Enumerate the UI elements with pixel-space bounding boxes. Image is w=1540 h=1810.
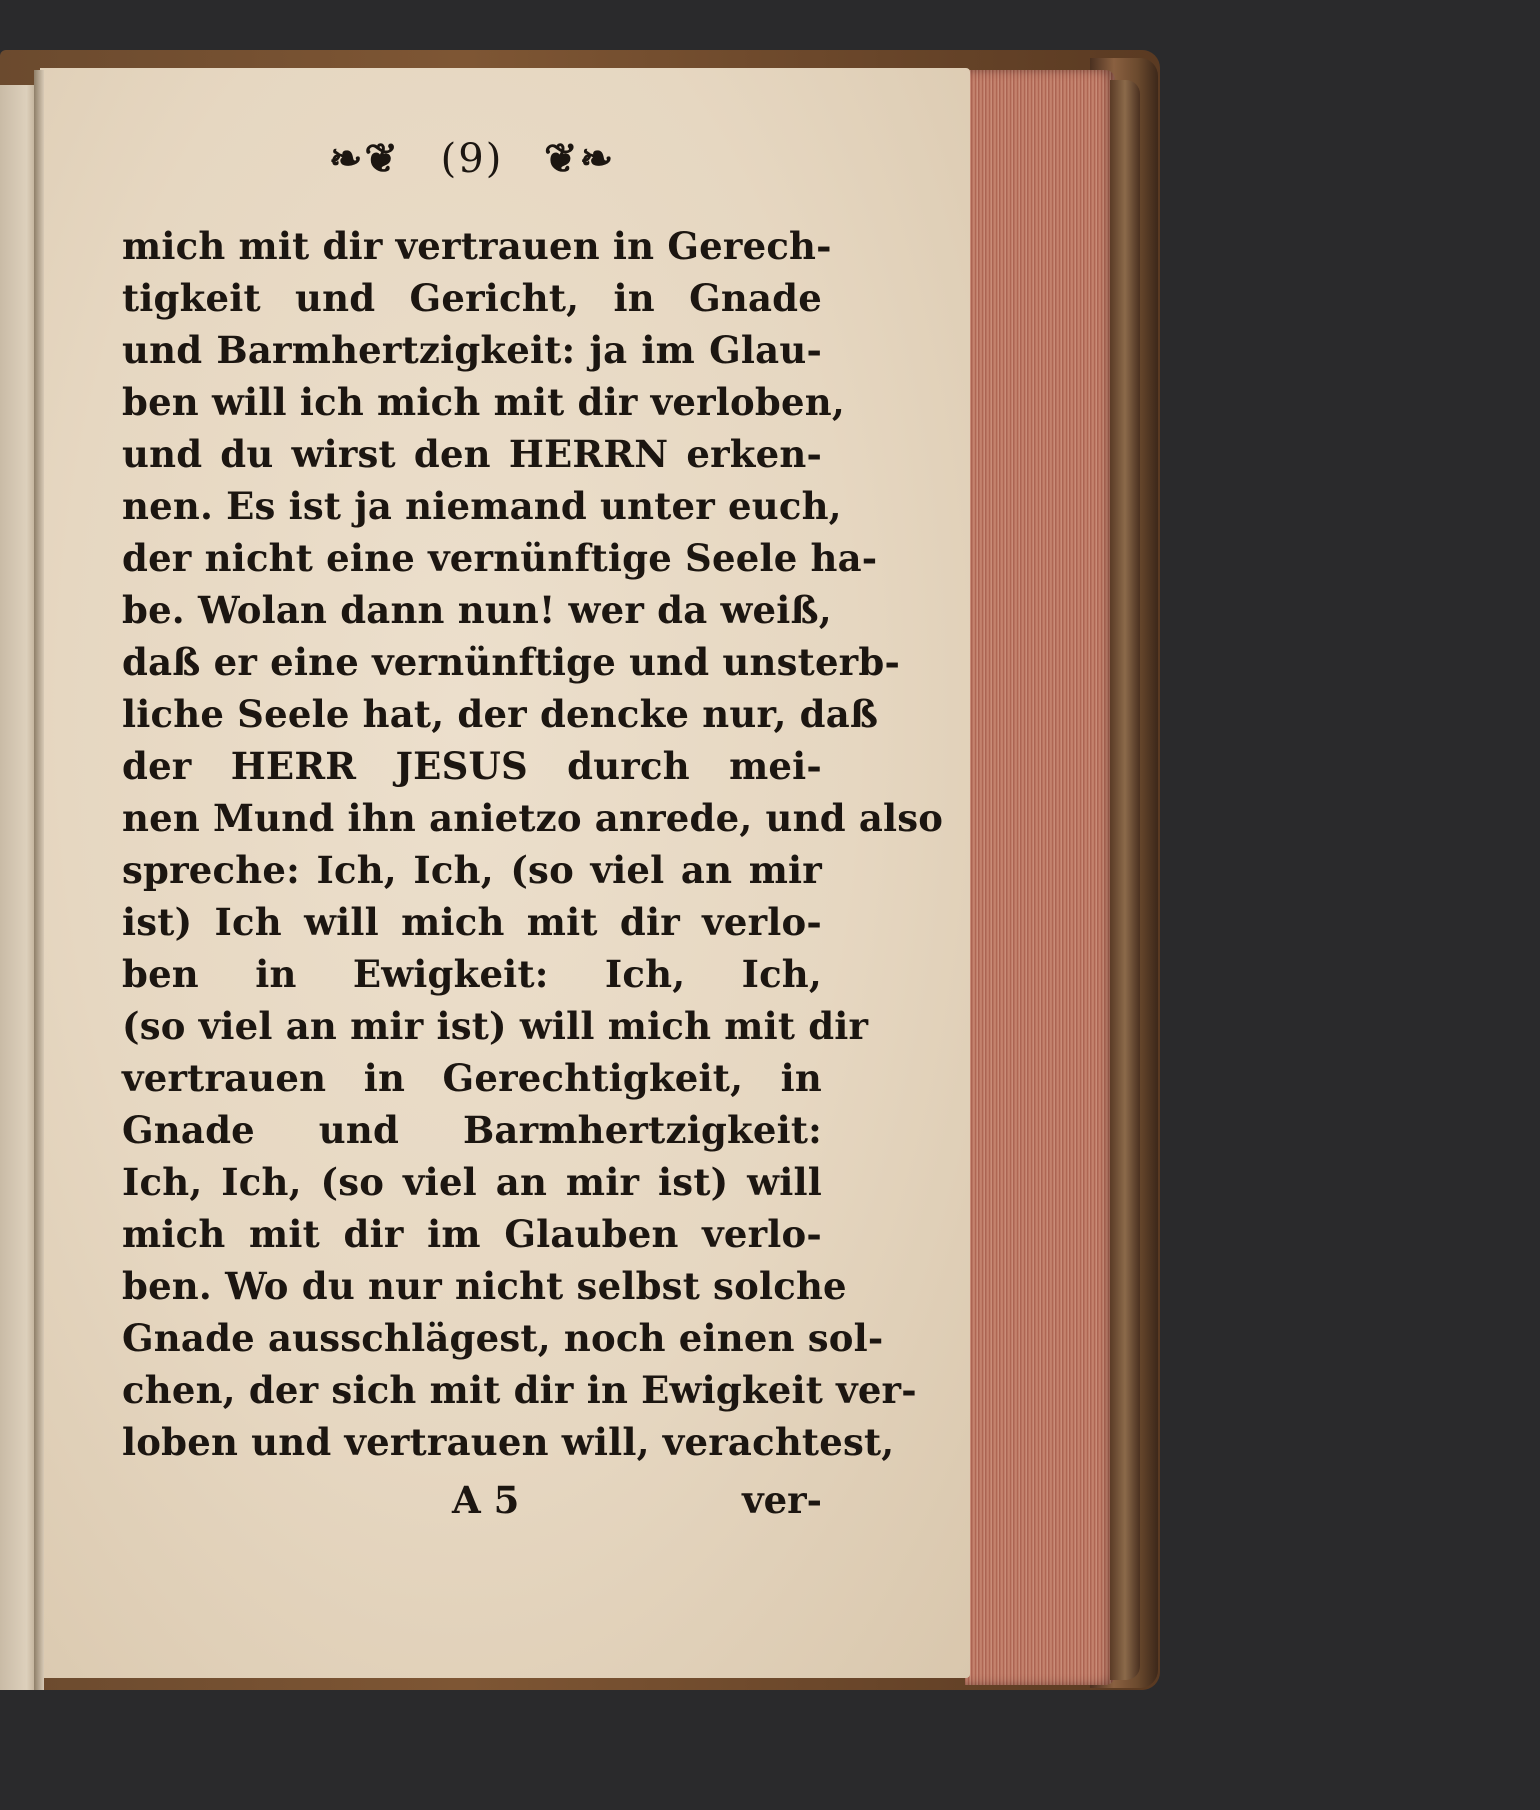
text-line: und du wirst den HERRN erken- — [122, 432, 822, 476]
gutter — [34, 70, 44, 1690]
signature-mark: A 5 — [452, 1478, 520, 1522]
text-line: Gnade ausschlägest, noch einen sol- — [122, 1316, 884, 1360]
page-edges — [965, 70, 1115, 1685]
catchword: ver- — [742, 1478, 822, 1522]
text-line: mich mit dir im Glauben verlo- — [122, 1212, 822, 1256]
page-footer — [122, 1474, 822, 1526]
text-line: nen. Es ist ja niemand unter euch, — [122, 484, 842, 528]
text-line: nen Mund ihn anietzo anrede, und also — [122, 796, 944, 840]
text-line: chen, der sich mit dir in Ewigkeit ver- — [122, 1368, 917, 1412]
text-line: spreche: Ich, Ich, (so viel an mir — [122, 848, 822, 892]
text-line: ben in Ewigkeit: Ich, Ich, — [122, 952, 822, 996]
cover-fore-edge — [1110, 80, 1140, 1680]
text-line: tigkeit und Gericht, in Gnade — [122, 276, 822, 320]
text-line: der HERR JESUS durch mei- — [122, 744, 822, 788]
page-header — [122, 128, 822, 184]
text-line: vertrauen in Gerechtigkeit, in — [122, 1056, 822, 1100]
text-line: ist) Ich will mich mit dir verlo- — [122, 900, 822, 944]
text-line: und Barmhertzigkeit: ja im Glau- — [122, 328, 822, 372]
text-line: liche Seele hat, der dencke nur, daß — [122, 692, 879, 736]
facing-page — [0, 85, 38, 1690]
text-line: Gnade und Barmhertzigkeit: — [122, 1108, 822, 1152]
page-text — [122, 128, 944, 1526]
header-ornament-right: ❦❧ — [544, 135, 616, 182]
text-line: ben. Wo du nur nicht selbst solche — [122, 1264, 847, 1308]
text-line: Ich, Ich, (so viel an mir ist) will — [122, 1160, 822, 1204]
text-line: mich mit dir vertrauen in Gerech- — [122, 224, 832, 268]
text-line: loben und vertrauen will, verachtest, — [122, 1420, 895, 1464]
text-line: daß er eine vernünftige und unsterb- — [122, 640, 901, 684]
text-line: der nicht eine vernünftige Seele ha- — [122, 536, 878, 580]
text-line: be. Wolan dann nun! wer da weiß, — [122, 588, 832, 632]
text-line: (so viel an mir ist) will mich mit dir — [122, 1004, 869, 1048]
text-line: ben will ich mich mit dir verloben, — [122, 380, 845, 424]
page-number: (9) — [440, 136, 504, 182]
header-ornament-left: ❧❦ — [328, 135, 400, 182]
